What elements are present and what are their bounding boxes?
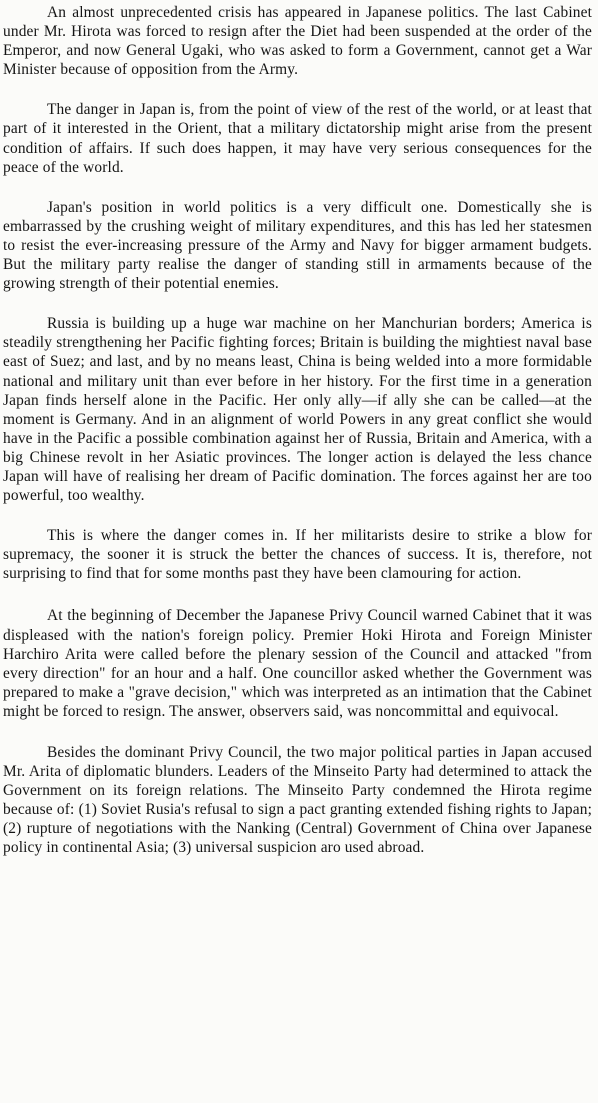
paragraph-militarists: This is where the danger comes in. If her militarists desire to strike a blow for supremacy, the sooner it is struck the better the chances of success. It is, therefore, not surprising to find that for some months past they have been clamouring for action. <box>3 527 592 583</box>
paragraph-privy-council: At the beginning of December the Japanese Privy Council warned Cabinet that it was displeased with the nation's foreign policy. Premier Hoki Hirota and Foreign Minister Harchiro Arita were called before the plenary session of the Council and attacked "from every direction" for an hour and a half. One councillor asked whether the Government was prepared to make a "grave decision," which was interpreted as an intimation that the Cabinet might be forced to resign. The answer, observers said, was noncommittal and equivocal. <box>3 607 592 720</box>
paragraph-powers: Russia is building up a huge war machine on her Manchurian borders; America is steadily strengthening her Pacific fighting forces; Britain is building the mightiest naval base east of Suez; and last, and by no means least, China is being welded into a more formidable national and military unit than ever before in her history. For the first time in a generation Japan finds herself alone in the Pacific. Her only ally—if ally she can be called—at the moment is Germany. And in an alignment of world Powers in any great conflict she would have in the Pacific a possible combination against her of Russia, Britain and America, with a big Chinese revolt in her Asiatic provinces. The longer action is delayed the less chance Japan will have of realising her dream of Pacific domination. The forces against her are too powerful, too wealthy. <box>3 315 592 505</box>
paragraph-position: Japan's position in world politics is a very difficult one. Domestically she is embarrassed by the crushing weight of military expenditures, and this has led her statesmen to resist the ever-increasing pressure of the Army and Navy for bigger armament budgets. But the military party realise the danger of standing still in armaments because of the growing strength of their potential enemies. <box>3 198 592 293</box>
paragraph-parties: Besides the dominant Privy Council, the two major political parties in Japan accused Mr. Arita of diplomatic blunders. Leaders of the Minseito Party had determined to attack the Government on its foreign relations. The Minseito Party condemned the Hirota regime because of: (1) Soviet Rusia's refusal to sign a pact granting extended fishing rights to Japan; (2) rupture of negotiations with the Nanking (Central) Government of China over Japanese policy in continental Asia; (3) universal suspicion aro used abroad. <box>3 744 592 857</box>
paragraph-danger: The danger in Japan is, from the point of view of the rest of the world, or at least that part of it interested in the Orient, that a military dictatorship might arise from the present condition of affairs. If such does happen, it may have very serious consequences for the peace of the world. <box>3 101 592 176</box>
paragraph-crisis: An almost unprecedented crisis has appeared in Japanese politics. The last Cabinet under Mr. Hirota was forced to resign after the Diet had been suspended at the order of the Emperor, and now General Ugaki, who was asked to form a Government, cannot get a War Minister because of opposition from the Army. <box>3 4 592 79</box>
